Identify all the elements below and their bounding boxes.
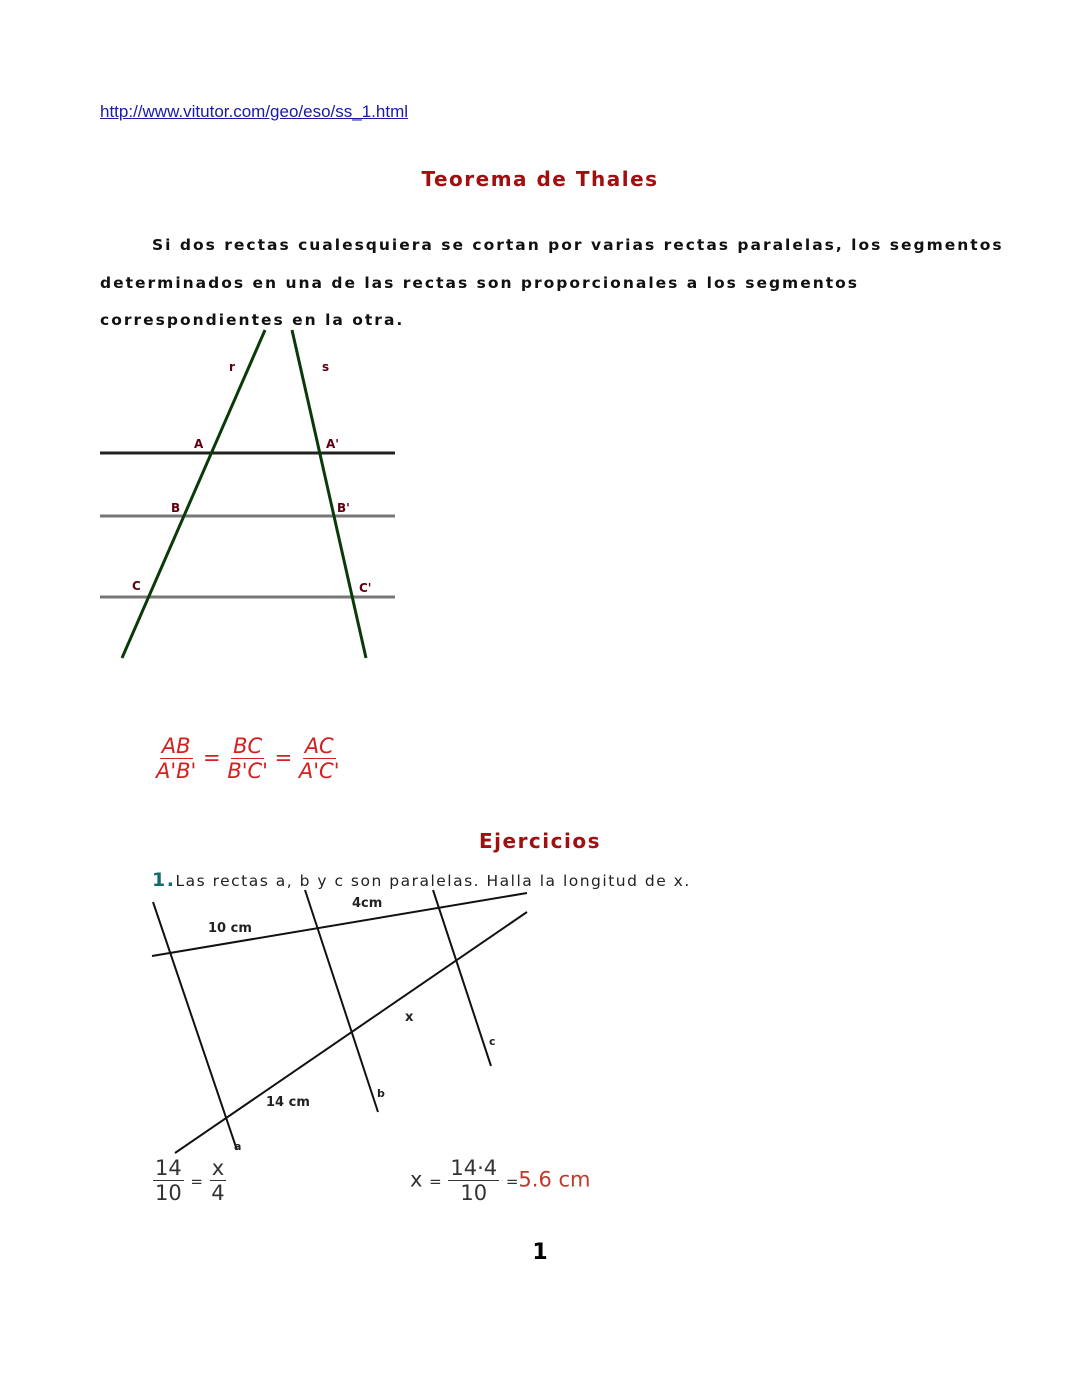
label-r: r <box>229 360 235 374</box>
label-10cm: 10 cm <box>208 921 252 936</box>
exercises-title: Ejercicios <box>478 829 601 853</box>
numerator: x <box>211 1156 225 1180</box>
label-a-line: a <box>234 1140 242 1153</box>
exercise-1-statement <box>152 869 691 891</box>
source-link[interactable]: http://www.vitutor.com/geo/eso/ss_1.html <box>100 102 409 121</box>
parallel-a <box>153 902 237 1150</box>
thales-formula <box>156 734 340 783</box>
label-b: B <box>171 501 181 515</box>
equals: = <box>203 745 221 770</box>
paragraph-line-2: determinados en una de las rectas son proporcionales a los segmentos <box>100 274 860 292</box>
paragraph-line-3: correspondientes en la otra. <box>100 311 405 329</box>
bc: BC <box>233 734 263 758</box>
label-4cm: 4cm <box>352 896 383 911</box>
ab: AB <box>161 734 191 758</box>
paragraph-line-1: Si dos rectas cualesquiera se cortan por varias rectas paralelas, los segmentos <box>152 236 1004 254</box>
equals: = <box>274 745 293 770</box>
page-title: Teorema de Thales <box>421 167 659 191</box>
label-c-prime: C' <box>359 581 372 595</box>
numerator: 14·4 <box>450 1156 498 1180</box>
label-c-line: c <box>489 1035 496 1048</box>
ac: AC <box>304 734 334 758</box>
label-b-line: b <box>377 1087 385 1100</box>
label-14cm: 14 cm <box>266 1095 310 1110</box>
denominator: 10 <box>460 1181 488 1205</box>
equation-solution <box>410 1156 591 1205</box>
ac-prime: A'C' <box>298 759 340 783</box>
denominator: 10 <box>155 1181 182 1205</box>
label-c: C <box>132 579 141 593</box>
result: 5.6 cm <box>518 1167 591 1192</box>
equals: = <box>505 1172 519 1191</box>
label-b-prime: B' <box>337 501 350 515</box>
line-r <box>122 330 265 658</box>
exercise-number: 1. <box>152 869 176 891</box>
label-a: A <box>194 437 204 451</box>
line-s <box>292 330 366 658</box>
equals: = <box>190 1172 203 1191</box>
diagram-1 <box>100 330 395 658</box>
bc-prime: B'C' <box>227 759 268 783</box>
exercise-text: Las rectas a, b y c son paralelas. Halla la longitud de x. <box>175 872 691 890</box>
label-s: s <box>322 360 330 374</box>
numerator: 14 <box>155 1156 182 1180</box>
ab-prime: A'B' <box>156 759 197 783</box>
label-x: x <box>405 1010 414 1025</box>
equation-proportion <box>153 1156 226 1205</box>
variable-x: x <box>410 1167 423 1192</box>
label-a-prime: A' <box>326 437 339 451</box>
equals: = <box>429 1172 442 1191</box>
denominator: 4 <box>211 1181 225 1205</box>
parallel-c <box>433 890 491 1066</box>
page-number: 1 <box>532 1240 548 1265</box>
